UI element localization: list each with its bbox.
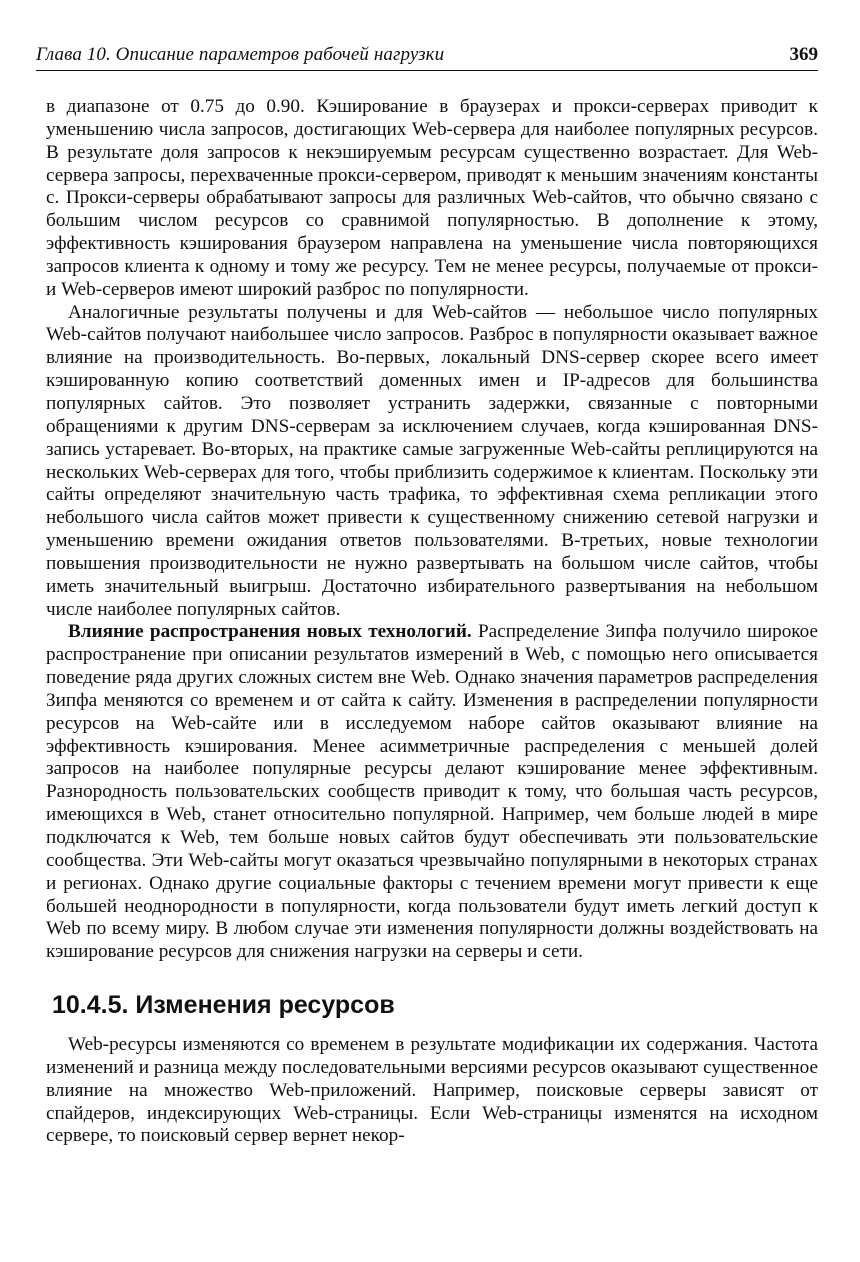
main-text	[46, 96, 818, 1148]
paragraph-lead-in: Влияние распространения новых технологий.	[68, 621, 472, 643]
paragraph-text: Аналогичные результаты получены и для Web-сайтов — небольшое число популярных Web-сайтов получают наибольшее число запросов. Разброс в популярности оказывает важное влияние на производительность. Во-первых, локальный DNS-сервер скорее всего имеет кэшированную копию соответствий доменных имен и IP-адресов для большинства популярных сайтов. Это позволяет устранить задержки, связанные с повторными обращениями к другим DNS-серверам за исключением случаев, когда кэшированная DNS-запись устаревает. Во-вторых, на практике самые загруженные Web-сайты реплицируются на нескольких Web-серверах для того, чтобы приблизить содержимое к клиентам. Поскольку эти сайты определяют значительную часть трафика, то эффективная схема репликации этого небольшого числа сайтов может привести к существенному снижению сетевой нагрузки и уменьшению времени ожидания ответов пользователями. В-третьих, новые технологии повышения производительности не нужно развертывать на большом числе сайтов, чтобы иметь значительный выигрыш. Достаточно избирательного развертывания на небольшом числе наиболее популярных сайтов.	[46, 301, 818, 620]
paragraph-popularity	[46, 302, 818, 622]
running-header	[36, 38, 818, 71]
paragraph-technology-impact	[46, 621, 818, 964]
paragraph-continuation	[46, 96, 818, 302]
paragraph-text: Распределение Зипфа получило широкое распространение при описании результатов измерений в Web, с помощью него описывается поведение ряда других сложных систем вне Web. Однако значения параметров распределения Зипфа меняются со временем и от сайта к сайту. Изменения в распределении популярности ресурсов на Web-сайте или в исследуемом наборе сайтов оказывают влияние на эффективность кэширования. Менее асимметричные распределения с меньшей долей запросов на наиболее популярные ресурсы делают кэширование менее эффективным. Разнородность пользовательских сообществ приводит к тому, что большая часть ресурсов, имеющихся в Web, станет относительно популярной. Например, чем больше людей в мире подключатся к Web, тем больше новых сайтов будут обеспечивать эти пользовательские сообщества. Эти Web-сайты могут оказаться чрезвычайно популярными в некоторых странах и регионах. Однако другие социальные факторы с течением времени могут привести к еще большей неоднородности в популярности, когда пользователи будут иметь легкий доступ к Web по всему миру. В любом случае эти изменения популярности должны воздействовать на кэширование ресурсов для снижения нагрузки на серверы и сети.	[46, 621, 818, 963]
paragraph-text: Web-ресурсы изменяются со временем в результате модификации их содержания. Частота изменений и разница между последовательными версиями ресурсов оказывают существенное влияние на множество Web-приложений. Например, поисковые серверы зависят от спайдеров, индексирующих Web-страницы. Если Web-страницы изменятся на исходном сервере, то поисковый сервер вернет некор-	[46, 1034, 818, 1147]
page-number: 369	[789, 44, 818, 65]
chapter-title: Глава 10. Описание параметров рабочей нагрузки	[36, 44, 445, 65]
paragraph-resource-changes	[46, 1034, 818, 1148]
paragraph-text: в диапазоне от 0.75 до 0.90. Кэширование в браузерах и прокси-серверах приводит к уменьшению числа запросов, достигающих Web-сервера для наиболее популярных ресурсов. В результате доля запросов к некэшируемым ресурсам существенно возрастает. Для Web-сервера запросы, перехваченные прокси-сервером, приводят к меньшим значениям константы c. Прокси-серверы обрабатывают запросы для различных Web-сайтов, что обычно связано с большим числом ресурсов со сравнимой популярностью. В дополнение к этому, эффективность кэширования браузером направлена на уменьшение числа повторяющихся запросов клиента к одному и тому же ресурсу. Тем не менее ресурсы, получаемые от прокси- и Web-серверов имеют широкий разброс по популярности.	[46, 96, 818, 300]
section-heading: 10.4.5. Изменения ресурсов	[52, 991, 395, 1020]
